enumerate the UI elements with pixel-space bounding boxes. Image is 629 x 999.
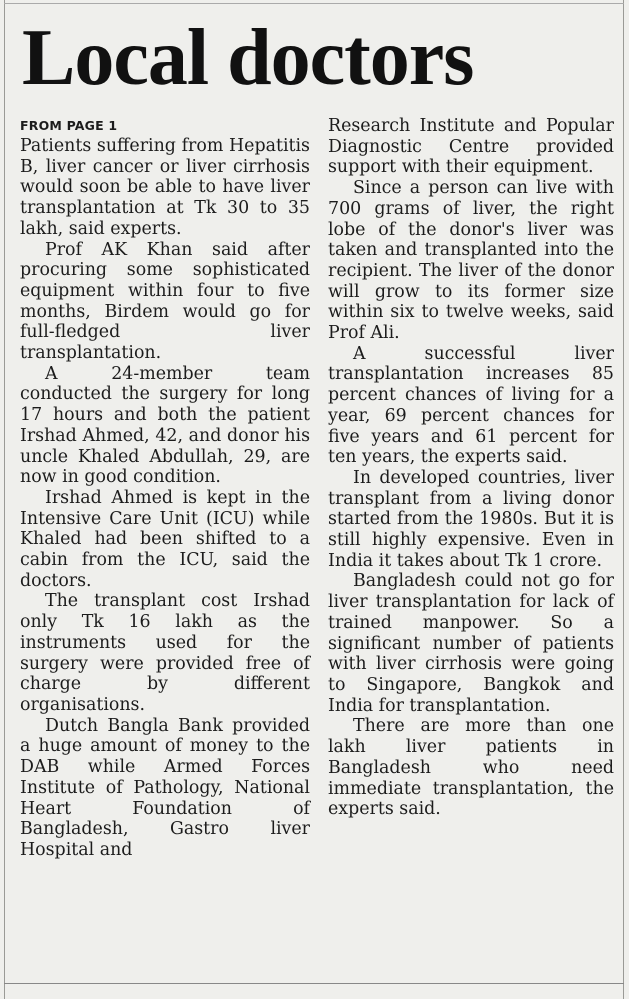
- paragraph: Irshad Ahmed is kept in the Intensive Care Unit (ICU) while Khaled had been shifted to a cabin from the ICU, said the doctors.: [20, 487, 310, 591]
- paragraph: Research Institute and Popular Diagnostic Centre provided support with their equipment.: [328, 116, 614, 178]
- paragraph: Dutch Bangla Bank provided a huge amount of money to the DAB while Armed Forces Institute of Pathology, National Heart Foundation of Bangladesh, Gastro liver Hospital and: [20, 715, 310, 860]
- from-page-kicker: FROM PAGE 1: [20, 118, 118, 133]
- top-rule: [4, 3, 624, 4]
- right-column: [328, 116, 614, 820]
- paragraph: Patients suffering from Hepatitis B, liver cancer or liver cirrhosis would soon be able to have liver transplantation at Tk 30 to 35 lakh, said experts.: [20, 136, 310, 239]
- left-column: [20, 116, 310, 861]
- paragraph: Since a person can live with 700 grams of liver, the right lobe of the donor's liver was taken and transplanted into the recipient. The liver of the donor will grow to its former size within six to twelve weeks, said Prof Ali.: [328, 178, 614, 344]
- paragraph: There are more than one lakh liver patients in Bangladesh who need immediate transplantation, the experts said.: [328, 716, 614, 820]
- paragraph: A 24-member team conducted the surgery for long 17 hours and both the patient Irshad Ahmed, 42, and donor his uncle Khaled Abdullah, 29, are now in good condition.: [20, 363, 310, 488]
- paragraph: A successful liver transplantation increases 85 percent chances of living for a year, 69 percent chances for five years and 61 percent for ten years, the experts said.: [328, 343, 614, 468]
- paragraph: The transplant cost Irshad only Tk 16 lakh as the instruments used for the surgery were provided free of charge by different organisations.: [20, 591, 310, 715]
- paragraph: Prof AK Khan said after procuring some sophisticated equipment within four to five months, Birdem would go for full-fledged liver transplantation.: [20, 239, 310, 364]
- paragraph: Bangladesh could not go for liver transplantation for lack of trained manpower. So a significant number of patients with liver cirrhosis were going to Singapore, Bangkok and India for transplantation.: [328, 571, 614, 716]
- bottom-rule: [4, 983, 624, 984]
- headline: Local doctors: [22, 14, 474, 102]
- paragraph: In developed countries, liver transplant from a living donor started from the 1980s. But it is still highly expensive. Even in India it takes about Tk 1 crore.: [328, 467, 614, 571]
